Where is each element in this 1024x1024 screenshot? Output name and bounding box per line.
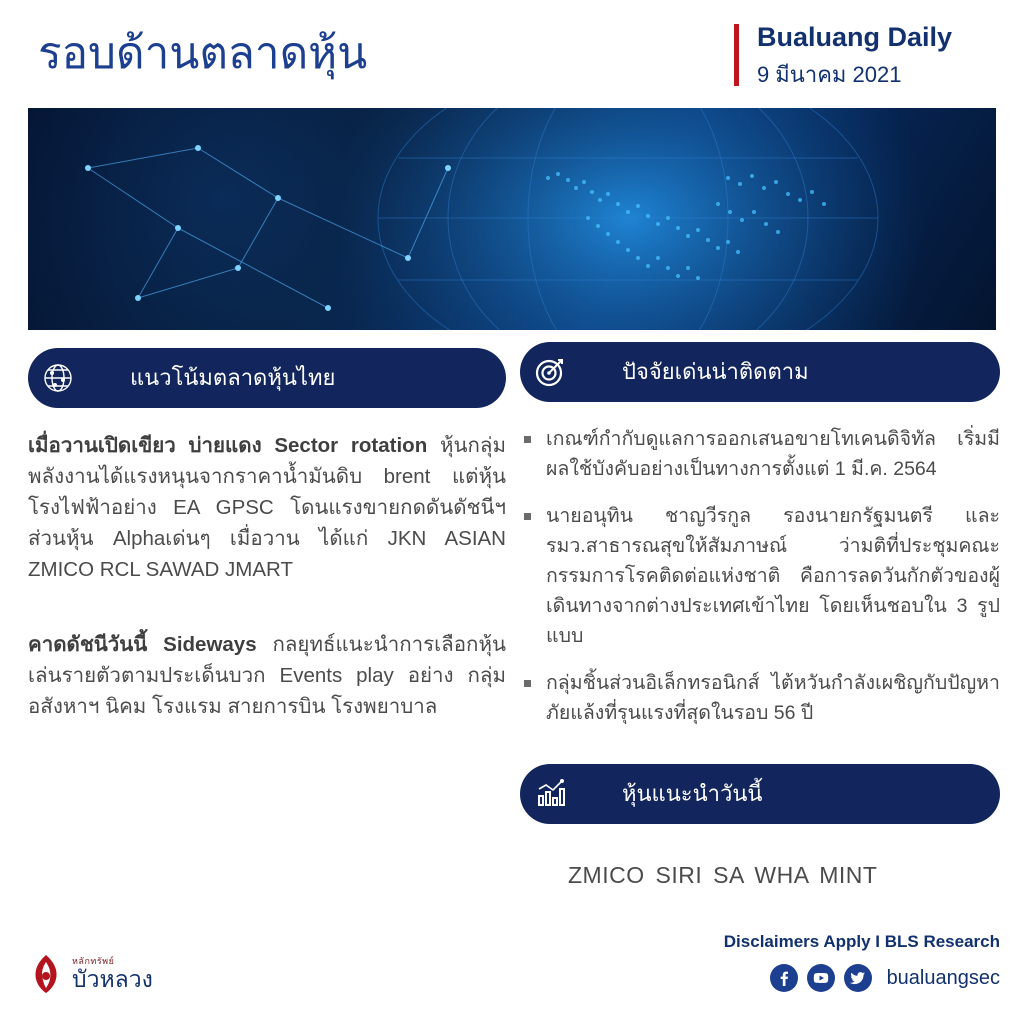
report-date: 9 มีนาคม 2021: [756, 62, 902, 87]
logo-main-text: บัวหลวง: [72, 966, 153, 992]
top-picks-body: [520, 836, 1000, 889]
page-title: รอบด้านตลาดหุ้น: [38, 29, 368, 78]
lotus-logo-icon: [28, 952, 64, 996]
section-label-key-factors: ปัจจัยเด่นน่าติดตาม: [622, 359, 809, 384]
paragraph-2-lead: คาดดัชนีวันนี้ Sideways: [28, 633, 257, 656]
logo-small-text: หลักทรัพย์: [72, 956, 115, 966]
section-header-key-factors: [520, 342, 1000, 402]
target-icon: [520, 342, 580, 402]
paragraph-1-text: หุ้นกลุ่มพลังงานได้แรงหนุนจากราคาน้ำมันดิบ brent แต่หุ้นโรงไฟฟ้าอย่าง EA GPSC โดนแรงขายกดดันดัชนีฯ ส่วนหุ้น Alphaเด่นๆ เมื่อวาน ได้แก่ JKN ASIAN ZMICO RCL SAWAD JMART: [28, 434, 506, 581]
globe-network-icon: [28, 348, 88, 408]
section-label-market-outlook: แนวโน้มตลาดหุ้นไทย: [130, 365, 336, 390]
header-brand-block: [734, 20, 952, 92]
section-header-market-outlook: [28, 348, 506, 408]
list-item: เกณฑ์กำกับดูแลการออกเสนอขายโทเคนดิจิทัล เริ่มมีผลใช้บังคับอย่างเป็นทางการตั้งแต่ 1 มี.ค. 2564: [520, 424, 1000, 484]
list-item: นายอนุทิน ชาญวีรกูล รองนายกรัฐมนตรี และรมว.สาธารณสุขให้สัมภาษณ์ ว่ามติที่ประชุมคณะกรรมการโรคติดต่อแห่งชาติ คือการลดวันกักตัวของผู้เดินทางจากต่างประเทศเข้าไทย โดยเห็นชอบใน 3 รูปแบบ: [520, 501, 1000, 651]
paragraph-2-text: กลยุทธ์แนะนำการเลือกหุ้นเล่นรายตัวตามประเด็นบวก Events play อย่าง กลุ่มอสังหาฯ นิคม โรงแรม สายการบิน โรงพยาบาล: [28, 633, 506, 718]
section-header-top-picks: [520, 764, 1000, 824]
bar-chart-icon: [520, 764, 580, 824]
brand-name: Bualuang Daily: [756, 22, 952, 52]
social-handle: bualuangsec: [886, 966, 1000, 989]
twitter-icon[interactable]: [844, 964, 872, 992]
market-outlook-paragraph-1: [28, 430, 506, 585]
facebook-icon[interactable]: [770, 964, 798, 992]
disclaimer-text: Disclaimers Apply I BLS Research: [723, 932, 1000, 951]
key-factors-list: [520, 424, 1000, 728]
section-label-top-picks: หุ้นแนะนำวันนี้: [622, 781, 763, 806]
top-picks-tickers: ZMICO SIRI SA WHA MINT: [568, 862, 878, 888]
page-header: [0, 0, 1024, 108]
social-links: [770, 964, 1000, 992]
youtube-icon[interactable]: [807, 964, 835, 992]
bualuang-logo: [28, 952, 153, 996]
market-outlook-body: [28, 430, 506, 722]
list-item: กลุ่มชิ้นส่วนอิเล็กทรอนิกส์ ไต้หวันกำลังเผชิญกับปัญหาภัยแล้งที่รุนแรงที่สุดในรอบ 56 ปี: [520, 668, 1000, 728]
page-footer: [0, 928, 1024, 1024]
hero-banner-image: [28, 108, 996, 330]
hero-globe-graphic: [28, 108, 996, 330]
red-divider-rule: [734, 24, 739, 86]
market-outlook-paragraph-2: [28, 629, 506, 722]
key-factors-body: [520, 424, 1000, 745]
paragraph-1-lead: เมื่อวานเปิดเขียว บ่ายแดง Sector rotation: [28, 434, 428, 457]
